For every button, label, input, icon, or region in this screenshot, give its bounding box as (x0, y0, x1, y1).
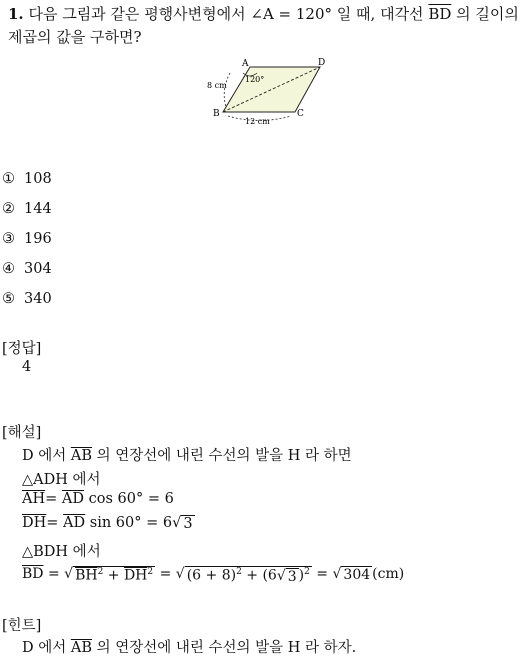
sqrt-symbol: √ 3 (276, 567, 297, 585)
segment-ah: $\overline{AH}$ (22, 491, 46, 507)
answer-value: 4 (22, 359, 32, 375)
expl-eq: = (46, 515, 64, 531)
option-value: 340 (24, 291, 52, 307)
parallelogram-figure (195, 55, 345, 130)
question-line-1 (8, 3, 519, 25)
option-5[interactable] (2, 291, 52, 307)
question-text-1: 다음 그림과 같은 평행사변형에서 ∠A = 120° 일 때, 대각선 (28, 5, 424, 23)
segment-dh: $\overline{DH}$ (22, 515, 47, 531)
hint-text: D 에서 (22, 640, 67, 656)
explanation-line-3 (22, 491, 174, 507)
expl-eq: = (155, 566, 176, 582)
expl-eq: = (311, 566, 333, 582)
sqrt-radicand: 304 (343, 567, 371, 583)
exponent: 2 (147, 567, 154, 577)
hint-title: [힌트] (2, 618, 42, 634)
angle-label: 120° (245, 75, 265, 84)
exponent: 2 (304, 567, 310, 577)
sqrt-symbol: √ 304 (332, 566, 371, 583)
answer-title: [정답] (2, 341, 42, 357)
explanation-title: [해설] (2, 425, 42, 441)
label-c: C (297, 109, 304, 119)
expl-text: (6 (262, 567, 277, 584)
question-line-2: 제곱의 값을 구하면? (8, 28, 142, 46)
side-ab-label: 8 cm (207, 81, 227, 90)
question-text-1b: 의 길이의 (456, 5, 519, 23)
segment-ad: $\overline{AD}$ (63, 515, 86, 531)
expl-text: ) (298, 567, 305, 584)
option-mark: ① (2, 171, 15, 187)
label-d: D (318, 58, 326, 68)
label-b: B (213, 109, 220, 119)
segment-bd: $\overline{BD}$ (428, 5, 452, 23)
expl-plus: + (103, 567, 124, 584)
expl-eq: = (45, 491, 62, 507)
explanation-line-1 (22, 444, 352, 465)
explanation-line-2: △ADH 에서 (22, 472, 101, 488)
option-mark: ⑤ (2, 291, 15, 307)
option-value: 144 (24, 201, 52, 217)
option-1[interactable] (2, 171, 52, 187)
option-value: 108 (24, 171, 52, 187)
expl-text: cos 60° = 6 (84, 491, 174, 507)
sqrt-symbol: √ $(6 + 8)^2 + (6√$ 3 )$^2$ (175, 566, 310, 585)
sqrt-radicand (73, 566, 155, 584)
exponent: 2 (97, 567, 104, 577)
segment-ab: $\overline{AB}$ (70, 448, 92, 464)
expl-text: 의 연장선에 내린 수선의 발을 H 라 하면 (96, 448, 352, 464)
side-bc-label: 12 cm (245, 117, 270, 126)
question-number: 1. (8, 5, 24, 23)
explanation-line-6 (22, 566, 404, 585)
sqrt-radicand (185, 566, 312, 585)
explanation-line-5: △BDH 에서 (22, 544, 101, 560)
option-4[interactable] (2, 261, 52, 277)
expl-eq: = (43, 566, 65, 582)
expl-plus: + (241, 567, 263, 584)
option-mark: ④ (2, 261, 15, 277)
sqrt-symbol: √ $BH^2 + \overline{DH}^2$ (64, 566, 154, 584)
expl-text: sin 60° = 6 (85, 515, 173, 531)
expl-text: D 에서 (22, 448, 67, 464)
explanation-line-4 (22, 515, 195, 532)
segment-bh: BH (75, 567, 98, 584)
option-mark: ② (2, 201, 15, 217)
sqrt-radicand: 3 (287, 568, 297, 585)
hint-text: 의 연장선에 내린 수선의 발을 H 라 하자. (96, 640, 357, 656)
expl-unit: (cm) (372, 566, 405, 582)
option-2[interactable] (2, 201, 52, 217)
hint-line-1 (22, 636, 356, 657)
segment-bd: $\overline{BD}$ (22, 566, 44, 582)
option-value: 196 (24, 231, 52, 247)
segment-ab: $\overline{AB}$ (70, 640, 92, 656)
option-3[interactable] (2, 231, 52, 247)
option-value: 304 (24, 261, 52, 277)
sqrt-radicand: 3 (183, 516, 193, 532)
label-a: A (242, 59, 249, 69)
option-mark: ③ (2, 231, 15, 247)
sqrt-symbol: √ 3 (172, 515, 193, 532)
expl-text: (6 + 8) (186, 567, 237, 584)
segment-ad: $\overline{AD}$ (61, 491, 84, 507)
exponent: 2 (236, 567, 242, 577)
segment-dh: $\overline{DH}$ (123, 567, 148, 584)
